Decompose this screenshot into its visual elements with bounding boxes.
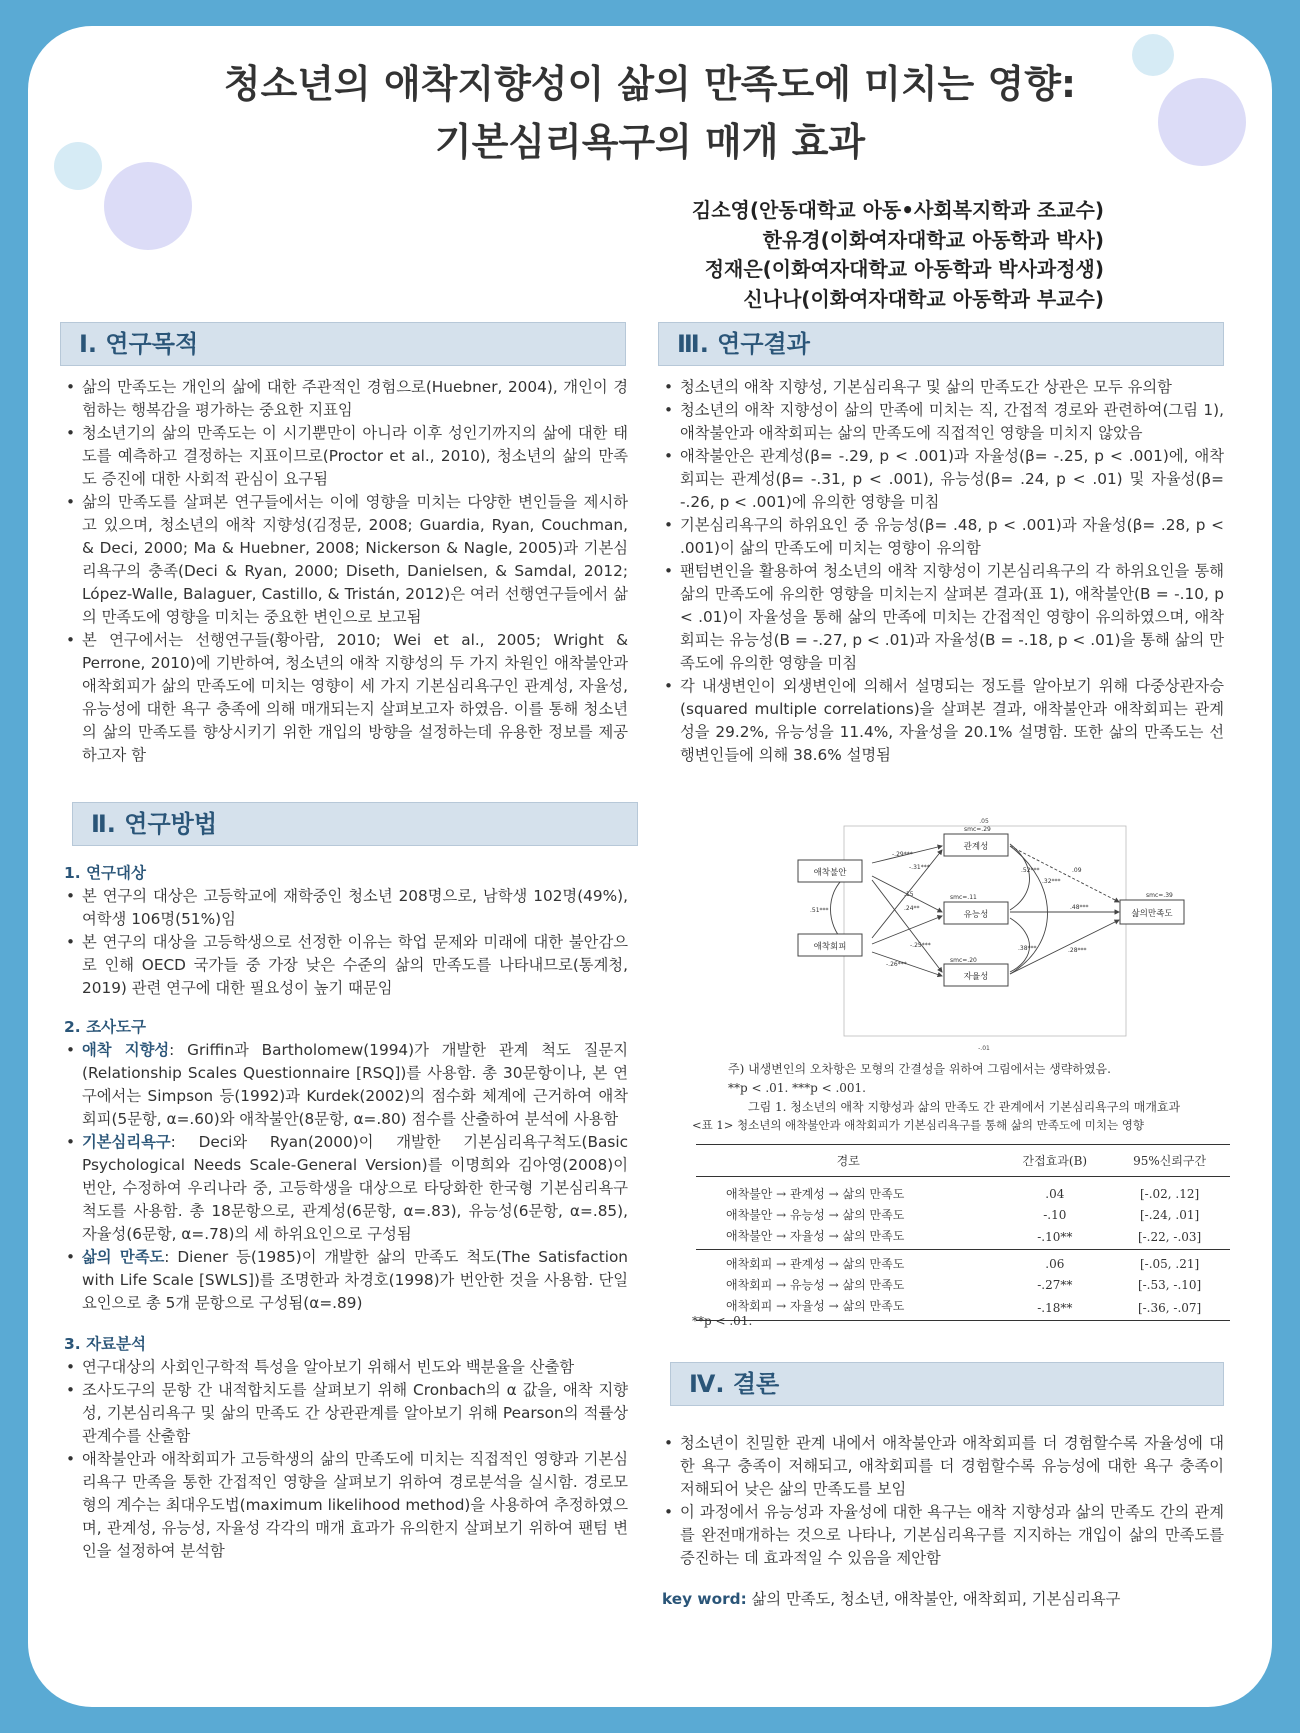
tool-label: 삶의 만족도: [82, 1248, 165, 1266]
coef-label: -.26***: [886, 961, 907, 968]
table-cell: 애착불안 → 자율성 → 삶의 만족도: [726, 1229, 905, 1243]
diagram-label: -.01: [978, 1045, 990, 1052]
author: 정재은(이화여자대학교 아동학과 박사과정생): [704, 257, 1104, 281]
author: 김소영(안동대학교 아동•사회복지학과 조교수): [691, 198, 1104, 222]
subheading-analysis: 3. 자료분석: [64, 1335, 146, 1353]
table-header-row: [696, 1145, 1230, 1177]
poster-title: [28, 58, 1272, 168]
results-text: [662, 376, 1224, 767]
list-item: • 팬텀변인을 활용하여 청소년의 애착 지향성이 기본심리욕구의 각 하위요인을 통해 삶의 만족도에 유의한 영향을 미치는지 살펴본 결과(표 1), 애착불안(B = -.10, p < .01)이 자율성을 통해 삶의 만족에 미치는 간접적인 영향이 유의하였으며, 애착회피는 유능성(B = -.27, p < .01)과 자율성(B = -.18, p < .01)을 통해 삶의 만족도에 유의한 영향을 미침: [662, 560, 1224, 675]
table-note: **p < .01.: [692, 1314, 753, 1328]
coef-label: .38***: [1018, 945, 1037, 952]
node-relatedness: 관계성: [963, 842, 989, 852]
coef-label: smc=.39: [1146, 892, 1173, 899]
subheading-subjects: 1. 연구대상: [64, 864, 146, 882]
keyword-text: 삶의 만족도, 청소년, 애착불안, 애착회피, 기본심리욕구: [746, 1590, 1121, 1608]
diagram-frame: [844, 826, 1126, 1036]
list-item: • 조사도구의 문항 간 내적합치도를 살펴보기 위해 Cronbach의 α 값을, 애착 지향성, 기본심리욕구 및 삶의 만족도 간 상관관계를 알아보기 위해 Pearson의 적률상관계수를 산출함: [64, 1379, 628, 1448]
coef-label: .51***: [810, 907, 829, 914]
node-anxiety: 애착불안: [813, 868, 847, 878]
list-item: • 삶의 만족도를 살펴본 연구들에서는 이에 영향을 미치는 다양한 변인들을 제시하고 있으며, 청소년의 애착 지향성(김정문, 2008; Guardia, Ryan, Couchman, & Deci, 2000; Ma & Huebner, 2008; Nickerson & Nagle, 2005)과 기본심리욕구의 충족(Deci & Ryan, 2000; Diseth, Danielsen, & Samdal, 2012; López-Walle, Balaguer, Castillo, & Tristán, 2012)은 여러 선행연구들에서 삶의 만족도에 영향을 미치는 중요한 변인으로 보고됨: [64, 491, 628, 629]
tool-label: 기본심리욕구: [82, 1133, 171, 1151]
decor-circle: [104, 162, 192, 250]
coef-label: -.31***: [909, 864, 930, 871]
section-heading-purpose: Ⅰ. 연구목적: [60, 322, 626, 366]
list-item: • 청소년의 애착 지향성이 삶의 만족에 미치는 직, 간접적 경로와 관련하여(그림 1), 애착불안과 애착회피는 삶의 만족도에 직접적인 영향을 미치지 않았음: [662, 399, 1224, 445]
list-item: • 애착불안과 애착회피가 고등학생의 삶의 만족도에 미치는 직접적인 영향과 기본심리욕구 만족을 통한 간접적인 영향을 살펴보기 위하여 경로분석을 실시함. 경로모형의 계수는 최대우도법(maximum likelihood method)을 사용하여 추정하였으며, 관계성, 유능성, 자율성 각각의 매개 효과가 유의한지 살펴보기 위하여 팬텀 변인을 설정하여 분석함: [64, 1448, 628, 1563]
table-row: [696, 1204, 1230, 1225]
table-cell: 애착회피 → 관계성 → 삶의 만족도: [726, 1257, 905, 1271]
table-cell: -.10: [1043, 1207, 1067, 1222]
list-item: • 본 연구의 대상을 고등학생으로 선정한 이유는 학업 문제와 미래에 대한 불안감으로 인해 OECD 국가들 중 가장 낮은 수준의 삶의 만족도를 나타내므로(통계청, 2019) 관련 연구에 대한 필요성이 높기 때문임: [64, 931, 628, 1000]
title-line2: 기본심리욕구의 매개 효과: [434, 120, 866, 164]
list-item: • 삶의 만족도는 개인의 삶에 대한 주관적인 경험으로(Huebner, 2004), 개인이 경험하는 행복감을 평가하는 중요한 지표임: [64, 376, 628, 422]
title-line1: 청소년의 애착지향성이 삶의 만족도에 미치는 영향:: [223, 62, 1077, 106]
table-row: [696, 1274, 1230, 1295]
table-cell: [-.02, .12]: [1139, 1186, 1200, 1201]
poster-card: [28, 26, 1272, 1707]
table-row: [696, 1177, 1230, 1205]
section-heading-results: Ⅲ. 연구결과: [658, 322, 1224, 366]
list-item: • 각 내생변인이 외생변인에 의해서 설명되는 정도를 알아보기 위해 다중상관자승(squared multiple correlations)을 살펴본 결과, 애착불안과 애착회피는 관계성을 29.2%, 유능성을 11.4%, 자율성을 20.1% 설명함. 또한 삶의 만족도는 선행변인들에 의해 38.6% 설명됨: [662, 675, 1224, 767]
subheading-instruments: 2. 조사도구: [64, 1018, 146, 1036]
table-cell: .04: [1045, 1186, 1065, 1201]
table-header: 경로: [836, 1154, 860, 1168]
table-cell: 애착불안 → 유능성 → 삶의 만족도: [726, 1208, 905, 1222]
list-item: • 본 연구의 대상은 고등학교에 재학중인 청소년 208명으로, 남학생 102명(49%), 여학생 106명(51%)임: [64, 885, 628, 931]
section-heading-conclusion: Ⅳ. 결론: [670, 1362, 1224, 1406]
list-item: • 청소년의 애착 지향성, 기본심리욕구 및 삶의 만족도간 상관은 모두 유의함: [662, 376, 1224, 399]
results-table: [696, 1144, 1230, 1321]
tool-label: 애착 지향성: [82, 1041, 170, 1059]
figure-caption: 그림 1. 청소년의 애착 지향성과 삶의 만족도 간 관계에서 기본심리욕구의 매개효과: [748, 1100, 1181, 1114]
coef-label: .32***: [1042, 878, 1061, 885]
table-cell: [-.05, .21]: [1139, 1256, 1200, 1271]
tool-text: : Griffin과 Bartholomew(1994)가 개발한 관계 척도 질문지(Relationship Scales Questionnaire [RSQ])를 사용함. 총 30문항이나, 본 연구에서는 Simpson 등(1992)과 Kurdek(2002)의 점수화 체계에 근거하여 애착회피(5문항, α=.60)와 애착불안(8문항, α=.80) 점수를 산출하여 분석에 사용함: [82, 1041, 628, 1128]
table-cell: [-.36, -.07]: [1137, 1300, 1202, 1315]
coef-label: -.29***: [892, 851, 913, 858]
table-header: 간접효과(B): [1022, 1154, 1088, 1168]
table-row: [696, 1295, 1230, 1321]
node-satisfaction: 삶의만족도: [1131, 909, 1173, 919]
tool-text: : Deci와 Ryan(2000)이 개발한 기본심리욕구척도(Basic Psychological Needs Scale-General Version)를 이명희와 김아영(2008)이 번안, 수정하여 우리나라 중, 고등학생을 대상으로 타당화한 한국형 기본심리욕구 척도를 사용함. 총 18문항으로, 관계성(6문항, α=.83), 유능성(6문항, α=.85), 자율성(6문항, α=.78)의 세 하위요인으로 구성됨: [82, 1133, 628, 1243]
table-cell: 애착회피 → 자율성 → 삶의 만족도: [726, 1299, 905, 1313]
purpose-text: [64, 376, 628, 767]
table-cell: 애착회피 → 유능성 → 삶의 만족도: [726, 1278, 905, 1292]
correlation-curve: [831, 878, 845, 942]
table-cell: -.10**: [1037, 1230, 1073, 1244]
list-item: • 애착불안은 관계성(β= -.29, p < .001)과 자율성(β= -.25, p < .001)에, 애착회피는 관계성(β= -.31, p < .001), 유능성(β= .24, p < .01) 및 자율성(β= -.26, p < .001)에 유의한 영향을 미침: [662, 445, 1224, 514]
table-title: <표 1> 청소년의 애착불안과 애착회피가 기본심리욕구를 통해 삶의 만족도에 미치는 영향: [692, 1118, 1144, 1132]
diagram-label: .05: [979, 818, 989, 825]
path-arrow: [872, 916, 942, 944]
keywords: [662, 1588, 1224, 1611]
table-cell: .06: [1045, 1256, 1065, 1271]
figure-note: 주) 내생변인의 오차항은 모형의 간결성을 위하여 그림에서는 생략하였음.: [728, 1062, 1111, 1076]
table-cell: -.27**: [1037, 1277, 1073, 1292]
author: 신나나(이화여자대학교 아동학과 부교수): [743, 286, 1104, 311]
path-diagram: [774, 814, 1204, 1054]
coef-label: .52***: [1021, 867, 1040, 874]
table-cell: -.18**: [1037, 1300, 1073, 1315]
coef-label: .24**: [904, 905, 920, 912]
conclusion-text: [662, 1432, 1224, 1611]
author-list: [692, 196, 1104, 314]
table-cell: [-.24, .01]: [1139, 1207, 1200, 1222]
author: 한유경(이화여자대학교 아동학과 박사): [762, 227, 1104, 252]
table-row: [696, 1225, 1230, 1250]
path-arrow: [872, 952, 942, 976]
list-item: • 청소년이 친밀한 관계 내에서 애착불안과 애착회피를 더 경험할수록 자율성에 대한 욕구 충족이 저해되고, 애착회피를 더 경험할수록 유능성에 대한 욕구 충족이 저해되어 낮은 삶의 만족도를 보임: [662, 1432, 1224, 1501]
list-item: • 청소년기의 삶의 만족도는 이 시기뿐만이 아니라 이후 성인기까지의 삶에 대한 태도를 예측하고 결정하는 지표이므로(Proctor et al., 2010), 청소년의 삶의 만족도 증진에 대한 사회적 관심이 요구됨: [64, 422, 628, 491]
tool-text: : Diener 등(1985)이 개발한 삶의 만족도 척도(The Satisfaction with Life Scale [SWLS])를 조명한과 차경호(1998)가 번안한 것을 사용함. 단일요인으로 총 5개 문항으로 구성됨(α=.89): [82, 1248, 628, 1312]
list-item: [64, 1131, 628, 1246]
list-item: • 본 연구에서는 선행연구들(황아람, 2010; Wei et al., 2005; Wright & Perrone, 2010)에 기반하여, 청소년의 애착 지향성의 두 가지 차원인 애착불안과 애착회피가 삶의 만족도에 미치는 영향이 세 가지 기본심리욕구인 관계성, 자율성, 유능성에 대한 욕구 충족에 의해 매개되는지 살펴보고자 하였음. 이를 통해 청소년의 삶의 만족도를 향상시키기 위한 개입의 방향을 설정하는데 유용한 정보를 제공하고자 함: [64, 629, 628, 767]
list-item: [64, 1039, 628, 1131]
list-item: • 기본심리욕구의 하위요인 중 유능성(β= .48, p < .001)과 자율성(β= .28, p < .001)이 삶의 만족도에 미치는 영향이 유의함: [662, 514, 1224, 560]
coef-label: smc=.29: [964, 826, 991, 833]
table-cell: 애착불안 → 관계성 → 삶의 만족도: [726, 1187, 905, 1201]
coef-label: smc=.11: [950, 894, 977, 901]
method-text: [64, 862, 628, 1563]
table-cell: [-.53, -.10]: [1137, 1277, 1202, 1292]
node-competence: 유능성: [963, 910, 989, 920]
figure-note: **p < .01. ***p < .001.: [728, 1081, 866, 1095]
table-header: 95%신뢰구간: [1133, 1154, 1207, 1168]
coef-label: .09: [1072, 867, 1082, 874]
coef-label: smc=.20: [950, 957, 977, 964]
coef-label: .28***: [1068, 947, 1087, 954]
section-heading-method: Ⅱ. 연구방법: [72, 802, 638, 846]
coef-label: -.25***: [910, 942, 931, 949]
node-autonomy: 자율성: [963, 972, 989, 982]
list-item: [64, 1246, 628, 1315]
list-item: • 연구대상의 사회인구학적 특성을 알아보기 위해서 빈도와 백분율을 산출함: [64, 1356, 628, 1379]
list-item: • 이 과정에서 유능성과 자율성에 대한 욕구는 애착 지향성과 삶의 만족도 간의 관계를 완전매개하는 것으로 나타나, 기본심리욕구를 지지하는 개입이 삶의 만족도를 증진하는 데 효과적일 수 있음을 제안함: [662, 1501, 1224, 1570]
table-cell: [-.22, -.03]: [1137, 1230, 1202, 1244]
table-row: [696, 1250, 1230, 1275]
node-avoidance: 애착회피: [813, 942, 847, 952]
coef-label: .48***: [1070, 904, 1089, 911]
keyword-label: key word:: [662, 1590, 747, 1608]
coef-label: .15: [904, 891, 914, 898]
correlation-curve: [1010, 846, 1048, 974]
figure-notes: [728, 1060, 1248, 1117]
